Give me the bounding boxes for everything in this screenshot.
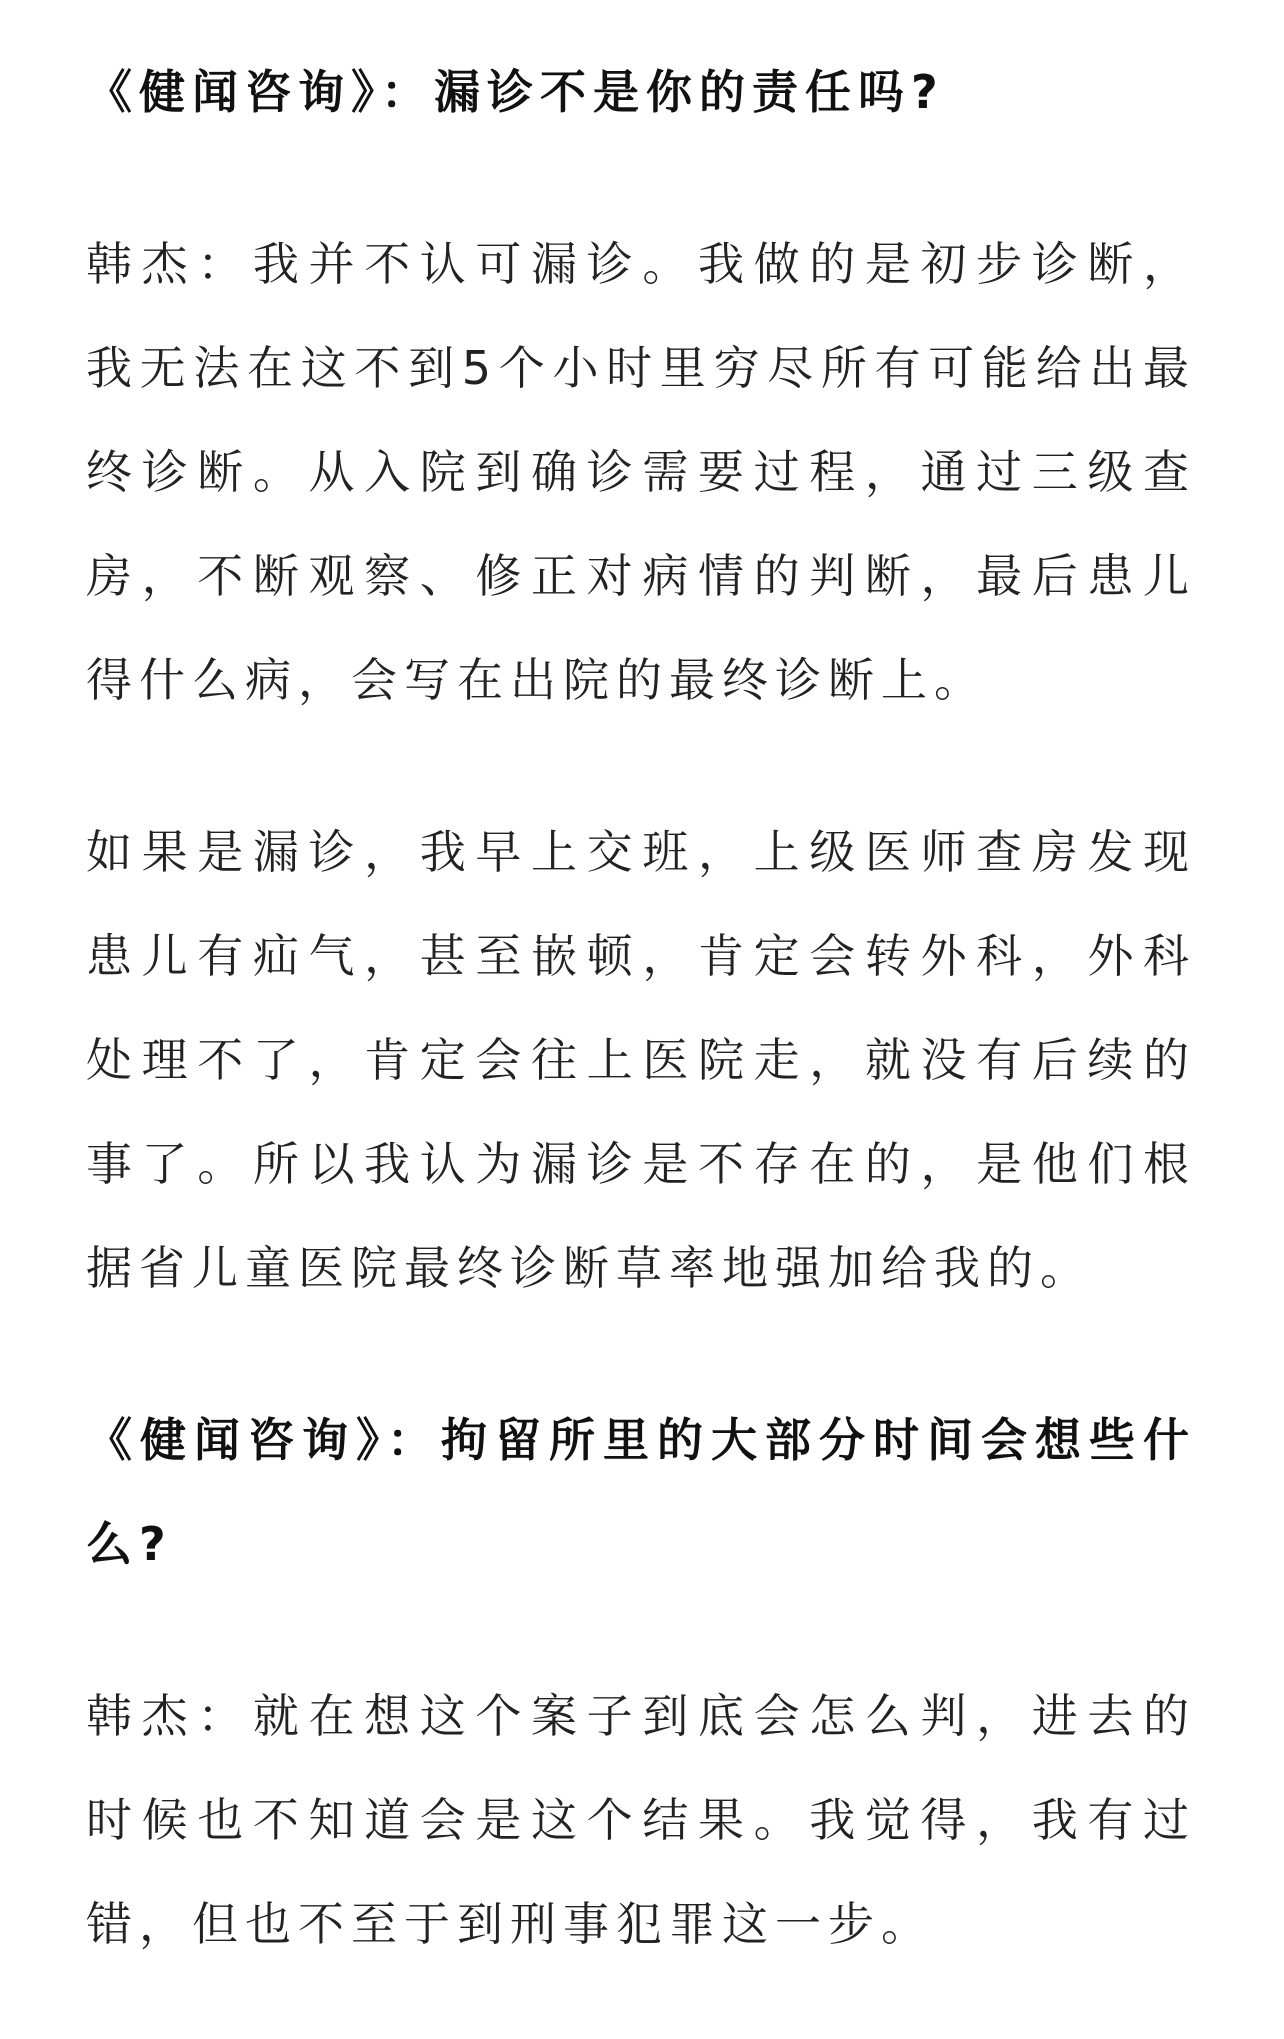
interview-answer: 韩杰：就在想这个案子到底会怎么判，进去的时候也不知道会是这个结果。我觉得，我有过错，但也不至于到刑事犯罪这一步。 xyxy=(86,1689,1196,1951)
interview-answer-continued: 如果是漏诊，我早上交班，上级医师查房发现患儿有疝气，甚至嵌顿，肯定会转外科，外科处理不了，肯定会往上医院走，就没有后续的事了。所以我认为漏诊是不存在的，是他们根据省儿童医院最终诊断草率地强加给我的。 xyxy=(86,825,1196,1295)
interview-answer: 韩杰：我并不认可漏诊。我做的是初步诊断，我无法在这不到5个小时里穷尽所有可能给出最终诊断。从入院到确诊需要过程，通过三级查房，不断观察、修正对病情的判断，最后患儿得什么病，会写在出院的最终诊断上。 xyxy=(86,237,1196,707)
interview-question: 《健闻咨询》：漏诊不是你的责任吗? xyxy=(86,65,945,119)
interview-question: 《健闻咨询》：拘留所里的大部分时间会想些什么? xyxy=(86,1413,1196,1571)
